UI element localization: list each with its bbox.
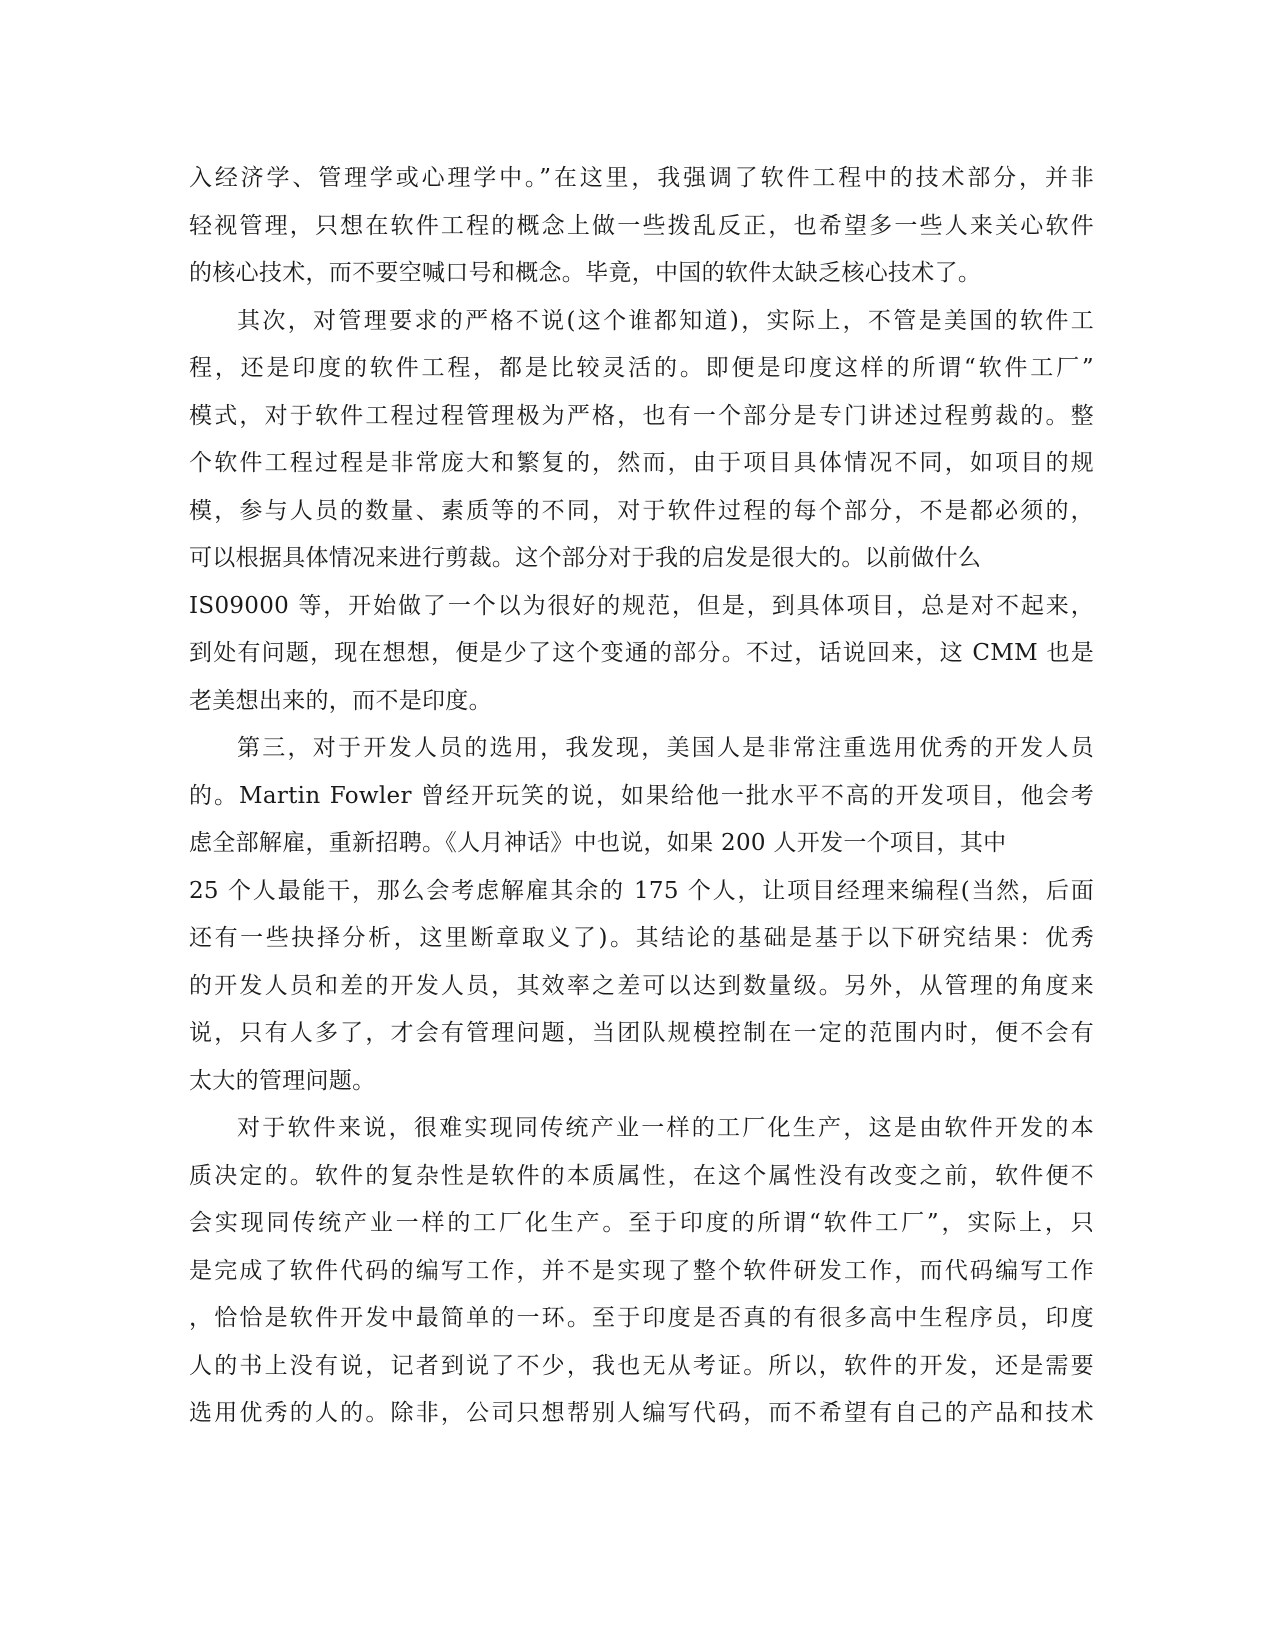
text-line: 说，只有人多了，才会有管理问题，当团队规模控制在一定的范围内时，便不会有 — [189, 1020, 1094, 1046]
text-line: 25 个人最能干，那么会考虑解雇其余的 175 个人，让项目经理来编程(当然，后面 — [189, 877, 1094, 904]
text-line: 太大的管理问题。 — [189, 1067, 376, 1094]
text-line: 会实现同传统产业一样的工厂化生产。至于印度的所谓“软件工厂”，实际上，只 — [189, 1210, 1094, 1236]
text-line: IS09000 等，开始做了一个以为很好的规范，但是，到具体项目，总是对不起来， — [189, 592, 1094, 619]
text-line: 是完成了软件代码的编写工作，并不是实现了整个软件研发工作，而代码编写工作 — [189, 1257, 1094, 1284]
text-line: 模式，对于软件工程过程管理极为严格，也有一个部分是专门讲述过程剪裁的。整 — [189, 402, 1094, 429]
text-line: 虑全部解雇，重新招聘。《人月神话》中也说，如果 200 人开发一个项目，其中 — [189, 830, 1007, 856]
text-line: 还有一些抉择分析，这里断章取义了)。其结论的基础是基于以下研究结果：优秀 — [189, 925, 1094, 951]
text-line: 的。Martin Fowler 曾经开玩笑的说，如果给他一批水平不高的开发项目，他会考 — [189, 782, 1094, 809]
text-line: 个软件工程过程是非常庞大和繁复的，然而，由于项目具体情况不同，如项目的规 — [189, 450, 1094, 476]
text-line: 老美想出来的，而不是印度。 — [189, 687, 492, 714]
text-line: 轻视管理，只想在软件工程的概念上做一些拨乱反正，也希望多一些人来关心软件 — [189, 212, 1094, 239]
text-line: 的开发人员和差的开发人员，其效率之差可以达到数量级。另外，从管理的角度来 — [189, 972, 1094, 999]
text-line: 可以根据具体情况来进行剪裁。这个部分对于我的启发是很大的。以前做什么 — [189, 545, 982, 571]
text-line: 人的书上没有说，记者到说了不少，我也无从考证。所以，软件的开发，还是需要 — [189, 1352, 1094, 1379]
text-line: ，恰恰是软件开发中最简单的一环。至于印度是否真的有很多高中生程序员，印度 — [189, 1305, 1094, 1331]
text-line: 模，参与人员的数量、素质等的不同，对于软件过程的每个部分，不是都必须的， — [189, 497, 1094, 524]
text-line: 选用优秀的人的。除非，公司只想帮别人编写代码，而不希望有自己的产品和技术 — [189, 1400, 1094, 1426]
body-text — [189, 155, 1094, 1438]
paragraph-first-line: 第三，对于开发人员的选用，我发现，美国人是非常注重选用优秀的开发人员 — [237, 735, 1094, 761]
text-line: 程，还是印度的软件工程，都是比较灵活的。即便是印度这样的所谓“软件工厂” — [189, 355, 1094, 381]
text-line: 入经济学、管理学或心理学中。”在这里，我强调了软件工程中的技术部分，并非 — [189, 165, 1094, 191]
paragraph-first-line: 其次，对管理要求的严格不说(这个谁都知道)，实际上，不管是美国的软件工 — [237, 307, 1094, 334]
text-line: 质决定的。软件的复杂性是软件的本质属性，在这个属性没有改变之前，软件便不 — [189, 1162, 1094, 1189]
text-line: 的核心技术，而不要空喊口号和概念。毕竟，中国的软件太缺乏核心技术了。 — [189, 260, 982, 286]
text-line: 到处有问题，现在想想，便是少了这个变通的部分。不过，话说回来，这 CMM 也是 — [189, 640, 1094, 666]
paragraph-first-line: 对于软件来说，很难实现同传统产业一样的工厂化生产，这是由软件开发的本 — [237, 1115, 1094, 1141]
